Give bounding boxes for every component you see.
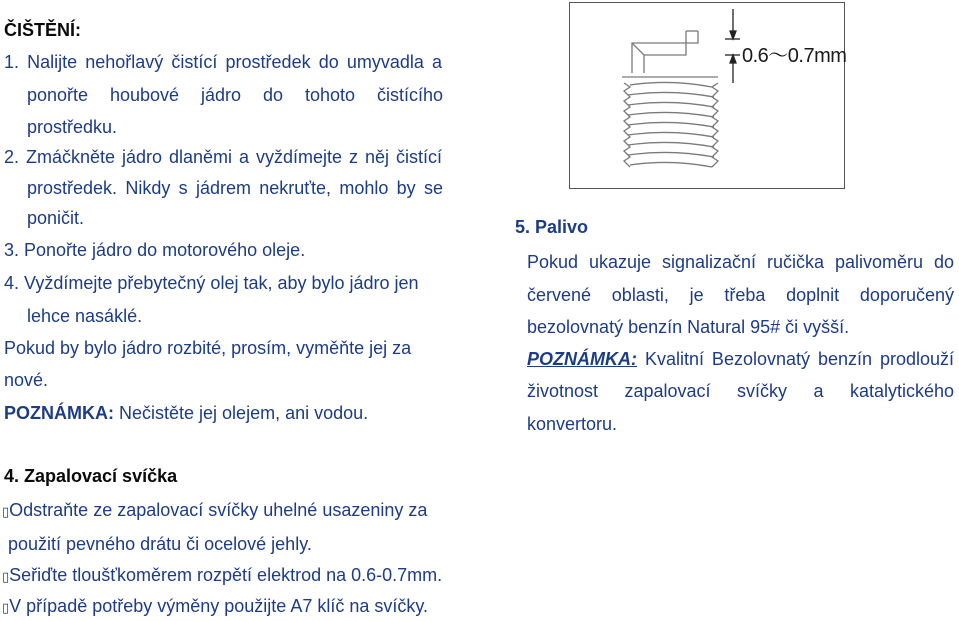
cleaning-step1-line2: ponořte houbové jádro do tohoto čistícího — [27, 85, 443, 105]
cleaning-step3: 3. Ponořte jádro do motorového oleje. — [4, 240, 306, 260]
cleaning-damaged-line2: nové. — [4, 370, 49, 390]
spark-plug-item1-line1: ▯Odstraňte ze zapalovací svíčky uhelné usazeniny za — [2, 500, 428, 520]
bullet-icon: ▯ — [2, 570, 10, 585]
gap-measurement-label: 0.6～0.7mm — [742, 45, 847, 67]
cleaning-step1-line1: 1. Nalijte nehořlavý čistící prostředek do umyvadla a — [4, 52, 442, 72]
fuel-line1: Pokud ukazuje signalizační ručička palivoměru do — [527, 252, 954, 272]
spark-plug-title: 4. Zapalovací svíčka — [4, 466, 178, 486]
cleaning-damaged-line1: Pokud by bylo jádro rozbité, prosím, vyměňte jej za — [4, 338, 412, 358]
bullet-icon: ▯ — [2, 601, 10, 616]
spark-plug-diagram — [569, 2, 845, 189]
cleaning-step2-line3: poničit. — [27, 208, 85, 228]
bullet-icon: ▯ — [2, 505, 10, 520]
cleaning-step4-line1: 4. Vyždímejte přebytečný olej tak, aby bylo jádro jen — [4, 273, 419, 293]
fuel-title: 5. Palivo — [515, 217, 589, 237]
cleaning-note — [4, 403, 368, 423]
spark-plug-item1-line2: použití pevného drátu či ocelové jehly. — [8, 534, 312, 554]
cleaning-note-label: POZNÁMKA: — [4, 403, 114, 423]
cleaning-step2-line2: prostředek. Nikdy s jádrem nekruťte, mohlo by se — [27, 178, 443, 198]
spark-plug-item2: ▯Seřiďte tloušťkoměrem rozpětí elektrod na 0.6-0.7mm. — [2, 565, 443, 585]
fuel-note-line3: konvertoru. — [527, 414, 618, 434]
fuel-line3: bezolovnatý benzín Natural 95# či vyšší. — [527, 317, 850, 337]
cleaning-title: ČIŠTĚNÍ: — [4, 20, 82, 40]
fuel-note-label: POZNÁMKA: — [527, 349, 637, 369]
cleaning-step4-line2: lehce nasáklé. — [27, 306, 143, 326]
cleaning-step1-line3: prostředku. — [27, 117, 118, 137]
cleaning-step2-line1: 2. Zmáčkněte jádro dlaněmi a vyždímejte z něj čistící — [4, 147, 442, 167]
cleaning-note-text: Nečistěte jej olejem, ani vodou. — [114, 403, 369, 423]
fuel-line2: červené oblasti, je třeba doplnit doporučený — [527, 285, 954, 305]
spark-plug-item3: ▯V případě potřeby výměny použijte A7 klíč na svíčky. — [2, 596, 429, 616]
spark-plug-electrode-icon — [570, 3, 846, 190]
fuel-note-line2: životnost zapalovací svíčky a katalytického — [527, 381, 954, 401]
fuel-note-line1: POZNÁMKA: Kvalitní Bezolovnatý benzín prodlouží — [527, 349, 954, 369]
